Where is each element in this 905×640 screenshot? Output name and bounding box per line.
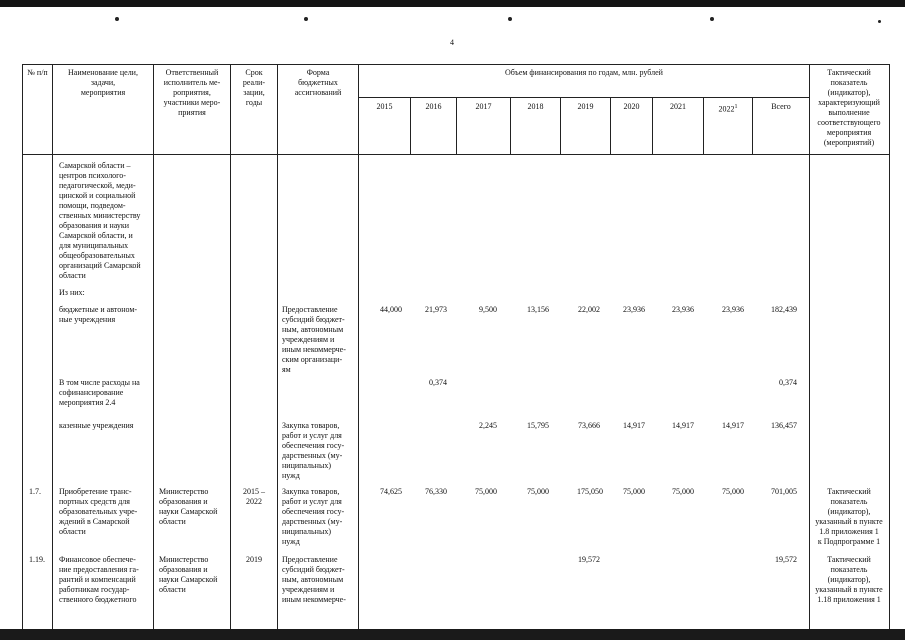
row-1-19-responsible: Министерство образования и науки Самарской области <box>159 555 218 594</box>
top-scan-border <box>0 0 905 7</box>
row-1-7-2022: 75,000 <box>722 487 744 496</box>
col-divider <box>52 64 53 629</box>
state-2019: 73,666 <box>578 421 600 430</box>
budget-2018: 13,156 <box>527 305 549 314</box>
year-row-top-rule <box>358 97 809 98</box>
year-2021: 2021 <box>670 102 686 111</box>
budget-2020: 23,936 <box>623 305 645 314</box>
budget-institutions-form: Предоставление субсидий бюджет- ным, автономным учреждениям и иным некоммерче- ским организаци- ям <box>282 305 346 374</box>
budget-2019: 22,002 <box>578 305 600 314</box>
row-1-19-number: 1.19. <box>29 555 45 564</box>
header-number: № п/п <box>27 68 48 77</box>
footnote-mark: 1 <box>734 104 738 110</box>
row-1-7-2019: 175,050 <box>577 487 603 496</box>
state-2021: 14,917 <box>672 421 694 430</box>
cofinancing-total: 0,374 <box>779 378 797 387</box>
budget-2021: 23,936 <box>672 305 694 314</box>
row-1-7-indicator: Тактический показатель (индикатор), указанный в пункте 1.8 приложения 1 к Подпрограмме 1 <box>815 487 883 546</box>
year-2018: 2018 <box>527 102 544 111</box>
header-finance: Объем финансирования по годам, млн. рублей <box>505 68 663 77</box>
state-total: 136,457 <box>771 421 797 430</box>
row-1-7-2018: 75,000 <box>527 487 549 496</box>
state-2018: 15,795 <box>527 421 549 430</box>
state-2017: 2,245 <box>479 421 497 430</box>
row-1-7-2015: 74,625 <box>380 487 402 496</box>
col-divider <box>230 64 231 629</box>
punch-mark <box>710 17 714 21</box>
header-name: Наименование цели, задачи, мероприятия <box>68 68 138 97</box>
year-2019: 2019 <box>577 102 594 111</box>
of-which-label: Из них: <box>59 288 85 297</box>
budget-2022: 23,936 <box>722 305 744 314</box>
row-1-19-name: Финансовое обеспече- ние предоставления га- рантий и компенсаций работникам государ- ственного бюджетного <box>59 555 139 604</box>
state-2022: 14,917 <box>722 421 744 430</box>
row-1-7-2021: 75,000 <box>672 487 694 496</box>
punch-mark <box>115 17 119 21</box>
row-1-19-total: 19,572 <box>775 555 797 564</box>
row-1-7-term: 2015 – 2022 <box>243 487 265 506</box>
cofinancing-2016: 0,374 <box>429 378 447 387</box>
header-term: Срок реали- зации, годы <box>242 68 266 107</box>
col-divider <box>153 64 154 629</box>
budget-2015: 44,000 <box>380 305 402 314</box>
year-total: Всего <box>771 102 791 111</box>
budget-total: 182,439 <box>771 305 797 314</box>
header-form: Форма бюджетных ассигнований <box>294 68 342 97</box>
year-2017: 2017 <box>475 102 492 111</box>
budget-institutions-name: бюджетные и автоном- ные учреждения <box>59 305 138 324</box>
punch-mark <box>878 20 881 23</box>
col-divider <box>358 64 359 629</box>
state-institutions-name: казенные учреждения <box>59 421 134 430</box>
row-1-7-number: 1.7. <box>29 487 41 496</box>
row-1-7-total: 701,005 <box>771 487 797 496</box>
page-number: 4 <box>450 38 454 47</box>
punch-mark <box>508 17 512 21</box>
header-indicator: Тактический показатель (индикатор), характеризующий выполнение соответствующего мероприятия (мероприятий) <box>817 68 881 147</box>
year-2022: 2022$^1$ <box>718 104 738 114</box>
state-institutions-form: Закупка товаров, работ и услуг для обеспечения госу- дарственных (му- ниципальных) нужд <box>282 421 345 480</box>
continued-name: Самарской области – центров психолого- педагогической, меди- цинской и социальной помощи, подведом- ственных министерству образования и науки Самарской области, и для муниципальных общеобразовательных организаций Самарской области <box>59 161 141 280</box>
budget-2017: 9,500 <box>479 305 497 314</box>
row-1-7-2020: 75,000 <box>623 487 645 496</box>
year-2016: 2016 <box>425 102 442 111</box>
header-responsible: Ответственный исполнитель ме- роприятия, участники меро- приятия <box>163 68 221 117</box>
year-2015: 2015 <box>376 102 393 111</box>
year-2020: 2020 <box>623 102 640 111</box>
col-divider <box>277 64 278 629</box>
row-1-7-2016: 76,330 <box>425 487 447 496</box>
cofinancing-name: В том числе расходы на софинансирование мероприятия 2.4 <box>59 378 140 407</box>
budget-2016: 21,973 <box>425 305 447 314</box>
bottom-scan-border <box>0 629 905 640</box>
punch-mark <box>304 17 308 21</box>
row-1-7-name: Приобретение транс- портных средств для образовательных учре- ждений в Самарской области <box>59 487 138 536</box>
row-1-19-indicator: Тактический показатель (индикатор), указанный в пункте 1.18 приложения 1 <box>815 555 883 604</box>
row-1-7-responsible: Министерство образования и науки Самарской области <box>159 487 218 526</box>
row-1-7-2017: 75,000 <box>475 487 497 496</box>
row-1-19-2019: 19,572 <box>578 555 600 564</box>
row-1-19-form: Предоставление субсидий бюджет- ным, автономным учреждениям и иным некоммерче- <box>282 555 346 604</box>
row-1-19-term: 2019 <box>246 555 262 564</box>
row-1-7-form: Закупка товаров, работ и услуг для обеспечения госу- дарственных (му- ниципальных) нужд <box>282 487 345 546</box>
state-2020: 14,917 <box>623 421 645 430</box>
